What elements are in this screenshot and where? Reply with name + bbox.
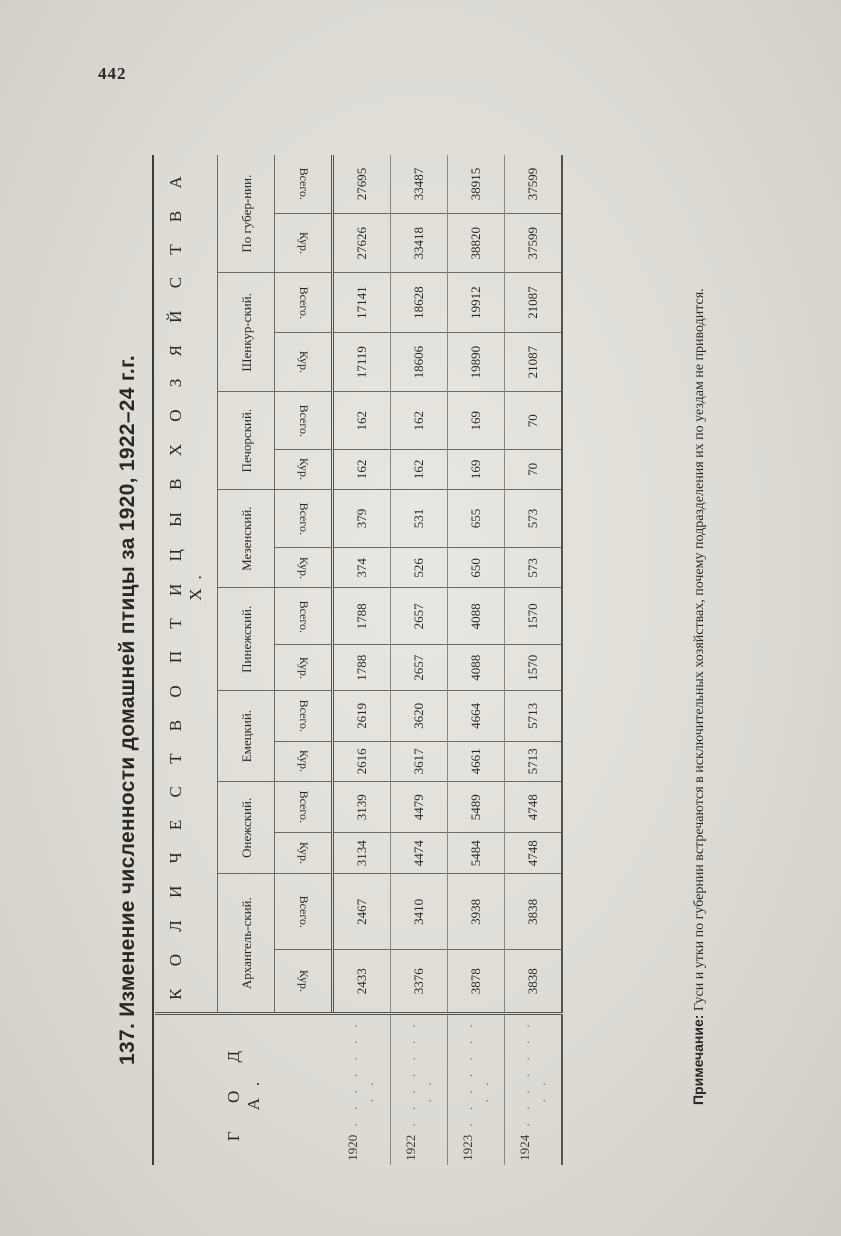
leader-dots: . . . . . . . . . [345, 1019, 377, 1135]
value-cell: 37599 [505, 155, 563, 214]
value-cell: 21087 [505, 332, 563, 392]
year-label: 1923 [460, 1134, 475, 1161]
years-header: Г О Д А. [155, 1014, 333, 1166]
value-cell: 3410 [391, 874, 448, 950]
value-cell: 3838 [505, 874, 563, 950]
sub-header [275, 588, 333, 645]
value-cell: 4748 [505, 782, 563, 833]
value-cell: 5713 [505, 741, 563, 782]
sub-header [275, 450, 333, 490]
district-header: Мезенский. [218, 489, 275, 588]
sub-header [275, 273, 333, 333]
sub-header-label: Всего. [296, 502, 311, 535]
sub-header [275, 548, 333, 588]
value-cell: 4474 [391, 833, 448, 874]
sub-header [275, 392, 333, 450]
year-label: 1920 [345, 1134, 361, 1161]
value-cell: 1570 [505, 645, 563, 691]
value-cell: 531 [391, 489, 448, 547]
sub-header-label: Кур. [296, 232, 311, 255]
value-cell: 169 [448, 392, 505, 450]
sub-header-label: Всего. [296, 600, 311, 633]
value-cell: 19890 [448, 332, 505, 392]
year-cell [448, 1014, 505, 1166]
sub-header [275, 155, 333, 214]
sub-header-label: Кур. [296, 458, 311, 481]
year-label: 1924 [517, 1134, 532, 1161]
leader-dots: . . . . . . . . . [517, 1019, 548, 1135]
value-cell: 17141 [333, 273, 391, 333]
value-cell: 4479 [391, 782, 448, 833]
value-cell: 33487 [391, 155, 448, 214]
note-label: Примечание: [690, 1014, 706, 1105]
district-header: Печорский. [218, 392, 275, 489]
value-cell: 573 [505, 489, 563, 547]
value-cell: 3134 [333, 833, 391, 874]
sub-header-label: Всего. [296, 895, 311, 929]
value-cell: 38915 [448, 155, 505, 214]
value-cell: 3838 [505, 950, 563, 1014]
value-cell: 3938 [448, 874, 505, 950]
value-cell: 655 [448, 489, 505, 547]
value-cell: 33418 [391, 214, 448, 273]
value-cell: 5713 [505, 691, 563, 741]
table-row [505, 155, 563, 1165]
sub-header-label: Кур. [296, 351, 311, 374]
value-cell: 1788 [333, 588, 391, 645]
year-cell [391, 1014, 448, 1166]
value-cell: 3878 [448, 950, 505, 1014]
value-cell: 70 [505, 450, 563, 490]
district-header: Емецкий. [218, 691, 275, 782]
district-header: Пинежский. [218, 588, 275, 691]
value-cell: 5484 [448, 833, 505, 874]
sub-header-label: Кур. [296, 556, 311, 579]
value-cell: 650 [448, 548, 505, 588]
sub-header-label: Всего. [296, 699, 311, 733]
value-cell: 3620 [391, 691, 448, 741]
sub-header-label: Всего. [296, 790, 311, 824]
value-cell: 1570 [505, 588, 563, 645]
rotated-table-block [110, 105, 770, 1165]
sub-header [275, 332, 333, 392]
note-text: Гуси и утки по губернии встречаются в исключительных хозяйствах, почему подразделения их по уездам не приводится. [692, 288, 707, 1012]
value-cell: 162 [391, 392, 448, 450]
sub-header-label: Кур. [296, 970, 311, 993]
value-cell: 3617 [391, 741, 448, 782]
table-title: 137. Изменение численности домашней птицы за 1920, 1922–24 г.г. [116, 354, 139, 1065]
value-cell: 5489 [448, 782, 505, 833]
value-cell: 526 [391, 548, 448, 588]
sub-header [275, 874, 333, 950]
value-cell: 573 [505, 548, 563, 588]
district-header: По губер-нии. [218, 155, 275, 273]
value-cell: 162 [333, 392, 391, 450]
district-header: Онежский. [218, 782, 275, 874]
value-cell: 2657 [391, 588, 448, 645]
table-row [333, 155, 391, 1165]
value-cell: 70 [505, 392, 563, 450]
main-header: К О Л И Ч Е С Т В О П Т И Ц Ы В Х О З Я Й С Т В А Х. [155, 155, 218, 1014]
sub-header [275, 950, 333, 1014]
sub-header-label: Всего. [296, 404, 311, 437]
value-cell: 4088 [448, 588, 505, 645]
value-cell: 374 [333, 548, 391, 588]
value-cell: 162 [391, 450, 448, 490]
leader-dots: . . . . . . . . . [460, 1019, 491, 1135]
sub-header [275, 833, 333, 874]
table-row [448, 155, 505, 1165]
value-cell: 2433 [333, 950, 391, 1014]
value-cell: 4664 [448, 691, 505, 741]
sub-header-label: Всего. [296, 167, 311, 201]
page-number: 442 [98, 64, 127, 83]
value-cell: 27695 [333, 155, 391, 214]
district-header: Шенкур-ский. [218, 273, 275, 392]
sub-header [275, 489, 333, 547]
value-cell: 3139 [333, 782, 391, 833]
sub-header [275, 645, 333, 691]
value-cell: 2616 [333, 741, 391, 782]
value-cell: 3376 [391, 950, 448, 1014]
district-header: Архангель-ский. [218, 874, 275, 1014]
sub-header-label: Кур. [296, 842, 311, 865]
value-cell: 4748 [505, 833, 563, 874]
value-cell: 17119 [333, 332, 391, 392]
sub-header [275, 741, 333, 782]
year-cell [333, 1014, 391, 1166]
leader-dots: . . . . . . . . . [403, 1019, 434, 1135]
value-cell: 2467 [333, 874, 391, 950]
value-cell: 2657 [391, 645, 448, 691]
value-cell: 37599 [505, 214, 563, 273]
value-cell: 379 [333, 489, 391, 547]
sub-header-label: Кур. [296, 750, 311, 773]
sub-header-label: Кур. [296, 656, 311, 679]
value-cell: 2619 [333, 691, 391, 741]
value-cell: 169 [448, 450, 505, 490]
value-cell: 162 [333, 450, 391, 490]
value-cell: 19912 [448, 273, 505, 333]
year-cell [505, 1014, 563, 1166]
value-cell: 18628 [391, 273, 448, 333]
sub-header-label: Всего. [296, 286, 311, 319]
value-cell: 27626 [333, 214, 391, 273]
sub-header [275, 782, 333, 833]
sub-header [275, 691, 333, 741]
poultry-table [155, 155, 563, 1165]
value-cell: 21087 [505, 273, 563, 333]
sub-header [275, 214, 333, 273]
table-note [685, 165, 713, 1105]
value-cell: 4088 [448, 645, 505, 691]
value-cell: 4661 [448, 741, 505, 782]
value-cell: 18606 [391, 332, 448, 392]
table-row [391, 155, 448, 1165]
value-cell: 1788 [333, 645, 391, 691]
year-label: 1922 [403, 1134, 418, 1161]
top-rule [152, 155, 154, 1165]
value-cell: 38820 [448, 214, 505, 273]
